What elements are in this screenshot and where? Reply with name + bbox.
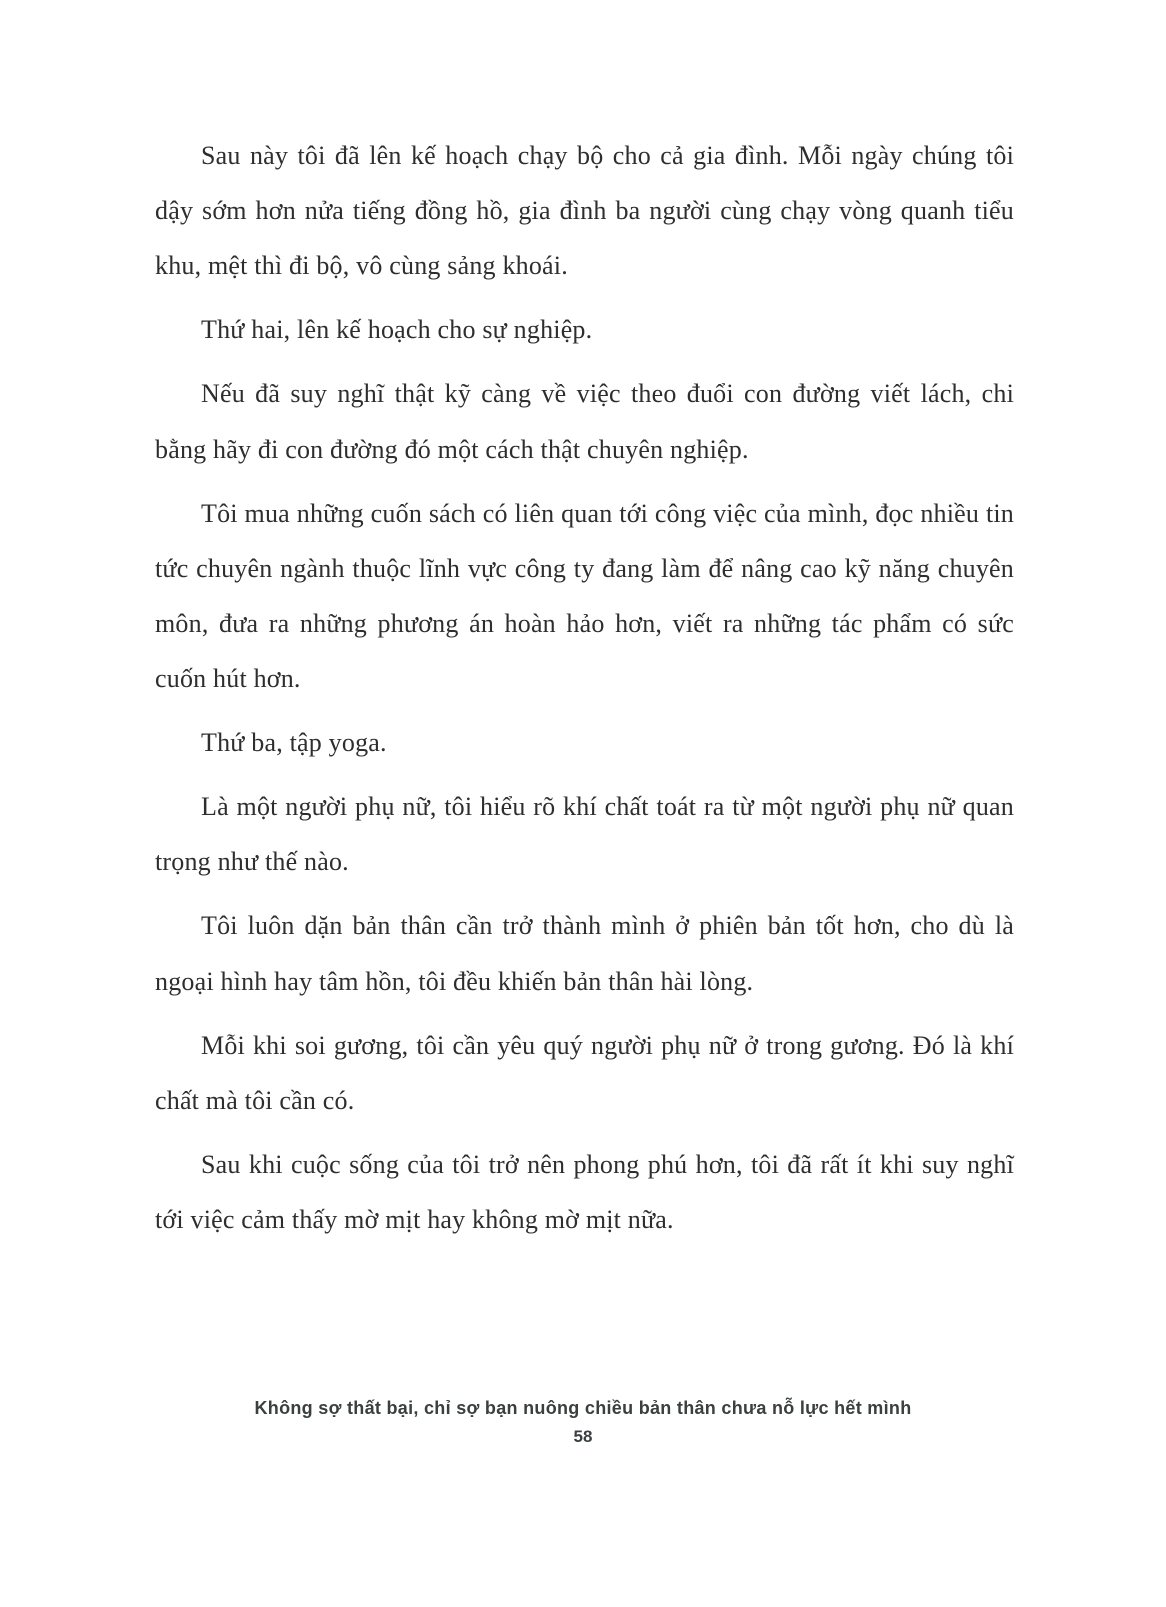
- page-body: [155, 128, 1014, 1256]
- running-footer-title: Không sợ thất bại, chỉ sợ bạn nuông chiều bản thân chưa nỗ lực hết mình: [254, 1398, 912, 1418]
- paragraph: Sau này tôi đã lên kế hoạch chạy bộ cho cả gia đình. Mỗi ngày chúng tôi dậy sớm hơn nửa tiếng đồng hồ, gia đình ba người cùng chạy vòng quanh tiểu khu, mệt thì đi bộ, vô cùng sảng khoái.: [155, 141, 1014, 281]
- paragraph: Thứ hai, lên kế hoạch cho sự nghiệp.: [201, 315, 593, 345]
- paragraph: Tôi luôn dặn bản thân cần trở thành mình ở phiên bản tốt hơn, cho dù là ngoại hình hay tâm hồn, tôi đều khiến bản thân hài lòng.: [155, 911, 1014, 996]
- page-footer: [0, 1398, 1166, 1447]
- paragraph: Là một người phụ nữ, tôi hiểu rõ khí chất toát ra từ một người phụ nữ quan trọng như thế nào.: [155, 792, 1014, 877]
- page-number: 58: [573, 1427, 593, 1446]
- paragraph: Nếu đã suy nghĩ thật kỹ càng về việc theo đuổi con đường viết lách, chi bằng hãy đi con đường đó một cách thật chuyên nghiệp.: [155, 379, 1014, 464]
- paragraph: Tôi mua những cuốn sách có liên quan tới công việc của mình, đọc nhiều tin tức chuyên ngành thuộc lĩnh vực công ty đang làm để nâng cao kỹ năng chuyên môn, đưa ra những phương án hoàn hảo hơn, viết ra những tác phẩm có sức cuốn hút hơn.: [155, 498, 1014, 693]
- paragraph: Mỗi khi soi gương, tôi cần yêu quý người phụ nữ ở trong gương. Đó là khí chất mà tôi cần có.: [155, 1030, 1014, 1115]
- paragraph: Thứ ba, tập yoga.: [201, 728, 387, 758]
- paragraph: Sau khi cuộc sống của tôi trở nên phong phú hơn, tôi đã rất ít khi suy nghĩ tới việc cảm thấy mờ mịt hay không mờ mịt nữa.: [155, 1149, 1014, 1234]
